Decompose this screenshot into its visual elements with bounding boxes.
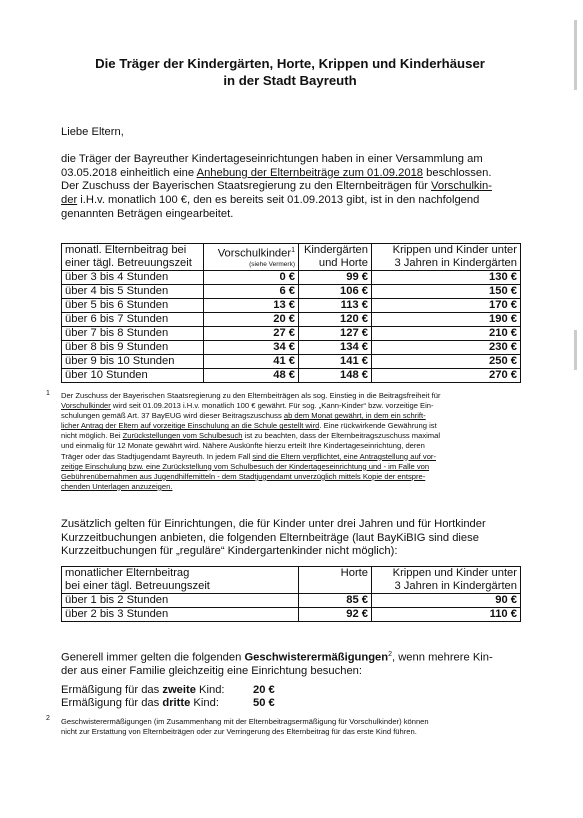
table-row	[62, 341, 521, 355]
row-label-cell: über 9 bis 10 Stunden	[62, 355, 204, 369]
footnote-2: Geschwisterermäßigungen (im Zusammenhang mit der Elternbeitragsermäßigung für Vorschulkinder) können nicht zur Erstattung von Elternbeiträgen oder zur Verringerung des Elternbeitrag für das erste Kind führen.	[61, 717, 429, 737]
discount-value: 50 €	[253, 697, 275, 709]
nursery-fee-cell: 190 €	[372, 313, 521, 327]
kindergarten-fee-cell: 99 €	[299, 271, 372, 285]
header-cell: monatl. Elternbeitrag bei einer tägl. Betreuungszeit	[62, 244, 204, 271]
header-cell: Kindergärten und Horte	[299, 244, 372, 271]
table-row	[62, 271, 521, 285]
row-label-cell: über 6 bis 7 Stunden	[62, 313, 204, 327]
row-label-cell: über 4 bis 5 Stunden	[62, 285, 204, 299]
nursery-fee-cell: 90 €	[372, 594, 521, 608]
kindergarten-fee-cell: 106 €	[299, 285, 372, 299]
greeting: Liebe Eltern,	[61, 126, 124, 138]
header-cell: Vorschulkinder$^1$ (siehe Vermerk)	[204, 244, 299, 271]
kindergarten-fee-cell: 113 €	[299, 299, 372, 313]
header-cell: Krippen und Kinder unter 3 Jahren in Kindergärten	[372, 567, 521, 594]
table-row	[62, 369, 521, 383]
footnote-2-number: 2	[46, 715, 50, 722]
preschool-fee-cell: 48 €	[204, 369, 299, 383]
scan-edge-mark	[574, 330, 577, 370]
kindergarten-fee-cell: 120 €	[299, 313, 372, 327]
kindergarten-fee-cell: 141 €	[299, 355, 372, 369]
intro-line: 03.05.2018 einheitlich eine Anhebung der Elternbeiträge zum 01.09.2018 beschlossen.	[61, 166, 492, 179]
fee-table-short-bookings	[61, 566, 521, 622]
table-header-row	[62, 567, 521, 594]
intro-paragraph	[61, 153, 523, 222]
kindergarten-fee-cell: 127 €	[299, 327, 372, 341]
header-cell: Horte	[299, 567, 372, 594]
paragraph-sibling-discounts: Generell immer gelten die folgenden Geschwisterermäßigungen$^2$, wenn mehrere Kin- der aus einer Familie gleichzeitig eine Einrichtung besuchen:	[61, 651, 493, 678]
discount-label: Ermäßigung für das dritte Kind:	[61, 697, 219, 709]
preschool-fee-cell: 41 €	[204, 355, 299, 369]
table-row	[62, 355, 521, 369]
row-label-cell: über 5 bis 6 Stunden	[62, 299, 204, 313]
row-label-cell: über 2 bis 3 Stunden	[62, 608, 299, 622]
row-label-cell: über 8 bis 9 Stunden	[62, 341, 204, 355]
row-label-cell: über 10 Stunden	[62, 369, 204, 383]
fee-table-regular	[61, 243, 521, 383]
paragraph-short-bookings: Zusätzlich gelten für Einrichtungen, die für Kinder unter drei Jahren und für Hortkinder Kurzzeitbuchungen anbieten, die folgenden Elternbeiträge (laut BayKiBIG sind diese Kurzzeitbuchungen für „reguläre“ Kindergartenkinder nicht möglich):	[61, 518, 486, 558]
nursery-fee-cell: 150 €	[372, 285, 521, 299]
preschool-fee-cell: 34 €	[204, 341, 299, 355]
table-row	[62, 327, 521, 341]
preschool-fee-cell: 13 €	[204, 299, 299, 313]
intro-line: genannten Beträgen eingearbeitet.	[61, 207, 234, 220]
nursery-fee-cell: 230 €	[372, 341, 521, 355]
intro-line: Der Zuschuss der Bayerischen Staatsregierung zu den Elternbeiträgen für Vorschulkin-	[61, 180, 492, 193]
table-row	[62, 313, 521, 327]
intro-line: der i.H.v. monatlich 100 €, den es bereits seit 01.09.2013 gibt, ist in den nachfolgend	[61, 194, 480, 207]
footnote-1-number: 1	[46, 390, 50, 397]
preschool-fee-cell: 6 €	[204, 285, 299, 299]
row-label-cell: über 7 bis 8 Stunden	[62, 327, 204, 341]
intro-line: die Träger der Bayreuther Kindertageseinrichtungen haben in einer Versammlung am	[61, 153, 483, 165]
table-row	[62, 299, 521, 313]
discount-label: Ermäßigung für das zweite Kind:	[61, 684, 225, 696]
nursery-fee-cell: 170 €	[372, 299, 521, 313]
preschool-fee-cell: 27 €	[204, 327, 299, 341]
row-label-cell: über 3 bis 4 Stunden	[62, 271, 204, 285]
header-cell: monatlicher Elternbeitrag bei einer tägl. Betreuungszeit	[62, 567, 299, 594]
table-row	[62, 594, 521, 608]
title-line-1: Die Träger der Kindergärten, Horte, Krippen und Kinderhäuser	[95, 56, 485, 71]
row-label-cell: über 1 bis 2 Stunden	[62, 594, 299, 608]
hort-fee-cell: 85 €	[299, 594, 372, 608]
hort-fee-cell: 92 €	[299, 608, 372, 622]
table-row	[62, 608, 521, 622]
table-header-row	[62, 244, 521, 271]
title-line-2: in der Stadt Bayreuth	[223, 73, 357, 88]
scan-edge-mark	[574, 20, 577, 90]
nursery-fee-cell: 130 €	[372, 271, 521, 285]
preschool-fee-cell: 0 €	[204, 271, 299, 285]
footnote-1: Der Zuschuss der Bayerischen Staatsregierung zu den Elternbeiträgen als sog. Einstieg in die Beitragsfreiheit für Vorschulkinder wird seit 01.09.2013 i.H.v. monatlich 100 € gewährt. Für sog. „Kann-Kinder“ bzw. vorzeitige Ein- schulungen gemäß Art. 37 BayEUG wird dieser Beitragszuschuss ab dem Monat gewährt, in dem ein schrift- licher Antrag der Eltern auf vorzeitige Einschulung an die Schule gestellt wird. Eine rückwirkende Gewährung ist nicht möglich. Bei Zurückstellungen vom Schulbesuch ist zu beachten, dass der Elternbeitragszuschuss maximal und einmalig für 12 Monate gewährt wird. Nähere Auskünfte hierzu erteilt Ihre Kindertageseinrichtung, deren Träger oder das Stadtjugendamt Bayreuth. In jedem Fall sind die Eltern verpflichtet, eine Antragstellung auf vor- zeitige Einschulung bzw. eine Zurückstellung vom Schulbesuch der Kindertageseinrichtung und - im Falle von Gebührenübernahmen aus Jugendhilfemitteln - dem Stadtjugendamt unverzüglich mittels Kopie der entspre- chenden Unterlagen anzuzeigen.	[61, 391, 441, 491]
nursery-fee-cell: 210 €	[372, 327, 521, 341]
preschool-fee-cell: 20 €	[204, 313, 299, 327]
header-cell: Krippen und Kinder unter 3 Jahren in Kindergärten	[372, 244, 521, 271]
kindergarten-fee-cell: 134 €	[299, 341, 372, 355]
table-row	[62, 285, 521, 299]
nursery-fee-cell: 110 €	[372, 608, 521, 622]
nursery-fee-cell: 270 €	[372, 369, 521, 383]
kindergarten-fee-cell: 148 €	[299, 369, 372, 383]
nursery-fee-cell: 250 €	[372, 355, 521, 369]
discount-value: 20 €	[253, 684, 275, 696]
